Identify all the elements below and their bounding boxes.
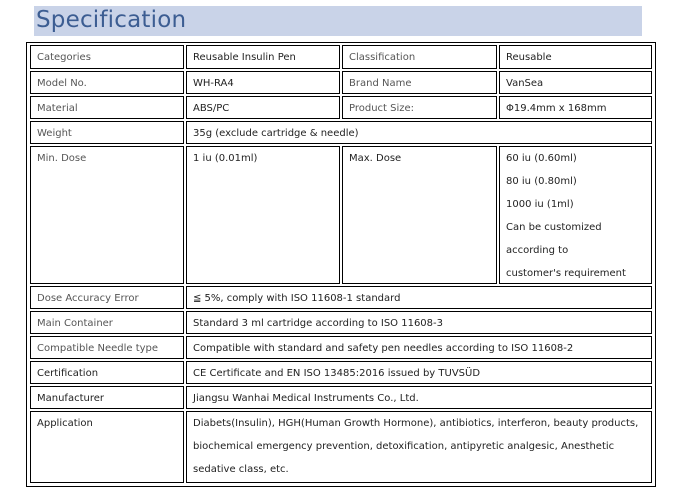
page-title: Specification bbox=[36, 7, 187, 33]
value-max-dose bbox=[499, 146, 652, 284]
value-product-size: Φ19.4mm x 168mm bbox=[499, 96, 652, 119]
label-material: Material bbox=[30, 96, 184, 119]
value-min-dose: 1 iu (0.01ml) bbox=[186, 146, 340, 284]
value-dose-accuracy: ≦ 5%, comply with ISO 11608-1 standard bbox=[186, 286, 652, 309]
value-application bbox=[186, 411, 652, 483]
label-min-dose: Min. Dose bbox=[30, 146, 184, 284]
label-weight: Weight bbox=[30, 121, 184, 144]
value-weight: 35g (exclude cartridge & needle) bbox=[186, 121, 652, 144]
label-product-size: Product Size: bbox=[342, 96, 497, 119]
application-line: Diabets(Insulin), HGH(Human Growth Hormone), antibiotics, interferon, beauty products, bbox=[193, 418, 639, 429]
label-application: Application bbox=[30, 411, 184, 483]
max-dose-line: customer's requirement bbox=[506, 268, 626, 279]
value-material: ABS/PC bbox=[186, 96, 340, 119]
value-model: WH-RA4 bbox=[186, 71, 340, 94]
label-dose-accuracy: Dose Accuracy Error bbox=[30, 286, 184, 309]
max-dose-line: Can be customized bbox=[506, 222, 602, 233]
value-manufacturer: Jiangsu Wanhai Medical Instruments Co., Ltd. bbox=[186, 386, 652, 409]
application-line: sedative class, etc. bbox=[193, 464, 289, 475]
max-dose-line: 60 iu (0.60ml) bbox=[506, 153, 577, 164]
label-manufacturer: Manufacturer bbox=[30, 386, 184, 409]
label-needle-type: Compatible Needle type bbox=[30, 336, 184, 359]
value-certification: CE Certificate and EN ISO 13485:2016 issued by TUVSÜD bbox=[186, 361, 652, 384]
label-main-container: Main Container bbox=[30, 311, 184, 334]
label-model: Model No. bbox=[30, 71, 184, 94]
label-categories: Categories bbox=[30, 45, 184, 69]
value-needle-type: Compatible with standard and safety pen needles according to ISO 11608-2 bbox=[186, 336, 652, 359]
max-dose-line: 1000 iu (1ml) bbox=[506, 199, 574, 210]
max-dose-line: according to bbox=[506, 245, 569, 256]
value-main-container: Standard 3 ml cartridge according to ISO 11608-3 bbox=[186, 311, 652, 334]
value-classification: Reusable bbox=[499, 45, 652, 69]
label-brand: Brand Name bbox=[342, 71, 497, 94]
value-brand: VanSea bbox=[499, 71, 652, 94]
value-categories: Reusable Insulin Pen bbox=[186, 45, 340, 69]
label-max-dose: Max. Dose bbox=[342, 146, 497, 284]
application-line: biochemical emergency prevention, detoxification, antipyretic analgesic, Anesthetic bbox=[193, 441, 615, 452]
label-certification: Certification bbox=[30, 361, 184, 384]
max-dose-line: 80 iu (0.80ml) bbox=[506, 176, 577, 187]
title-bar bbox=[34, 6, 642, 36]
label-classification: Classification bbox=[342, 45, 497, 69]
